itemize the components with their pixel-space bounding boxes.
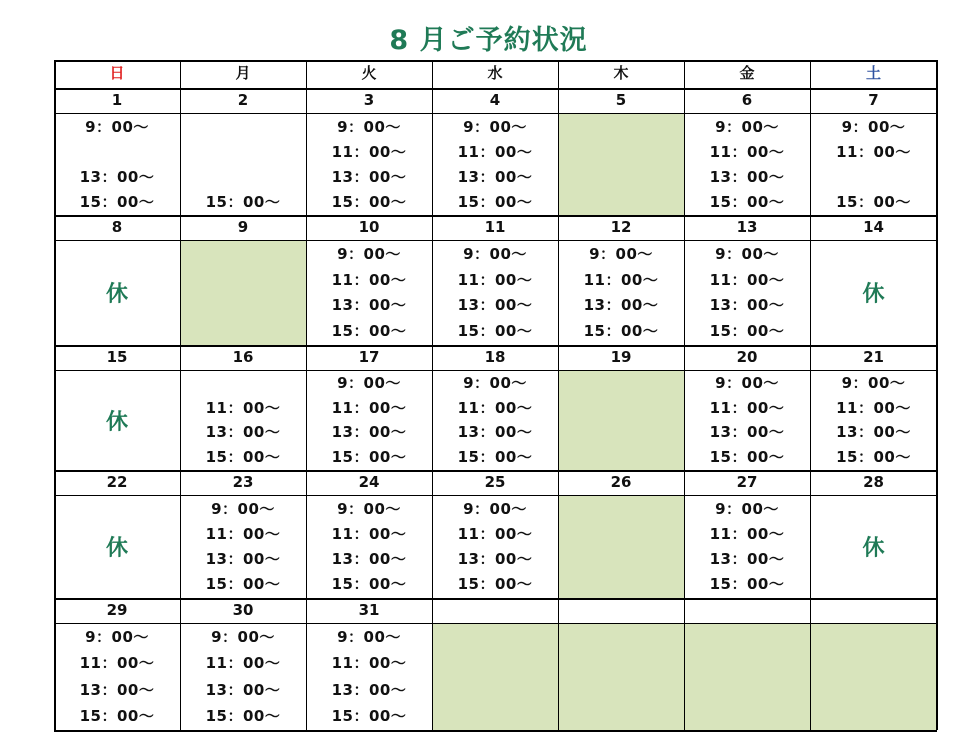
weekday-header: 火 bbox=[361, 64, 377, 82]
time-slot[interactable]: 11：00〜 bbox=[709, 524, 785, 543]
time-slot[interactable]: 13：00〜 bbox=[457, 296, 533, 315]
unavailable-cell bbox=[810, 623, 937, 730]
date-number: 2 bbox=[237, 91, 249, 109]
date-number bbox=[432, 598, 558, 623]
time-slot[interactable]: 13：00〜 bbox=[709, 167, 785, 186]
time-slot[interactable]: 9：00〜 bbox=[85, 117, 149, 136]
date-number: 29 bbox=[106, 601, 128, 619]
time-slot[interactable]: 13：00〜 bbox=[205, 423, 281, 442]
date-number: 14 bbox=[863, 218, 884, 236]
time-slot[interactable]: 9：00〜 bbox=[337, 374, 401, 393]
time-slot-cell bbox=[180, 495, 306, 598]
time-slot-cell bbox=[306, 370, 432, 470]
time-slot-cell bbox=[810, 113, 937, 215]
time-slot-cell bbox=[432, 240, 558, 345]
time-slot-cell bbox=[54, 623, 180, 730]
time-slot[interactable]: 15：00〜 bbox=[79, 192, 155, 211]
time-slot[interactable]: 15：00〜 bbox=[331, 447, 407, 466]
grid-line bbox=[54, 240, 937, 241]
unavailable-cell bbox=[180, 240, 306, 345]
weekday-header: 木 bbox=[613, 64, 629, 82]
time-slot[interactable]: 13：00〜 bbox=[836, 423, 911, 442]
page-title: 8 月ご予約状況 bbox=[389, 25, 588, 56]
date-number bbox=[558, 598, 684, 623]
time-slot[interactable]: 11：00〜 bbox=[205, 524, 281, 543]
date-number: 6 bbox=[741, 91, 753, 109]
date-number: 12 bbox=[610, 218, 632, 236]
time-slot[interactable]: 11：00〜 bbox=[331, 654, 407, 673]
time-slot[interactable]: 13：00〜 bbox=[709, 550, 785, 569]
time-slot-cell bbox=[432, 495, 558, 598]
unavailable-cell bbox=[558, 113, 684, 215]
time-slot-cell bbox=[180, 113, 306, 215]
time-slot[interactable]: 13：00〜 bbox=[457, 423, 533, 442]
date-number: 1 bbox=[111, 91, 123, 109]
time-slot[interactable]: 9：00〜 bbox=[337, 244, 401, 263]
time-slot[interactable]: 15：00〜 bbox=[457, 575, 533, 594]
time-slot[interactable]: 13：00〜 bbox=[331, 296, 407, 315]
time-slot[interactable]: 15：00〜 bbox=[836, 447, 911, 466]
time-slot-cell bbox=[306, 240, 432, 345]
time-slot-cell bbox=[684, 240, 810, 345]
time-slot[interactable]: 11：00〜 bbox=[457, 524, 533, 543]
time-slot[interactable]: 9：00〜 bbox=[463, 244, 527, 263]
date-number bbox=[684, 598, 810, 623]
closed-label: 休 bbox=[862, 536, 885, 561]
time-slot[interactable]: 15：00〜 bbox=[331, 322, 407, 341]
time-slot[interactable]: 15：00〜 bbox=[709, 447, 785, 466]
time-slot-cell bbox=[306, 623, 432, 730]
grid-line bbox=[432, 60, 433, 730]
time-slot[interactable]: 15：00〜 bbox=[457, 322, 533, 341]
time-slot[interactable]: 13：00〜 bbox=[331, 550, 407, 569]
time-slot[interactable]: 11：00〜 bbox=[709, 270, 785, 289]
date-number: 11 bbox=[484, 218, 506, 236]
time-slot-cell bbox=[306, 113, 432, 215]
time-slot[interactable]: 11：00〜 bbox=[331, 142, 407, 161]
time-slot[interactable]: 15：00〜 bbox=[457, 447, 533, 466]
time-slot[interactable]: 9：00〜 bbox=[463, 499, 527, 518]
time-slot[interactable]: 15：00〜 bbox=[331, 706, 407, 725]
time-slot-cell bbox=[810, 370, 937, 470]
closed-label: 休 bbox=[105, 409, 128, 435]
time-slot[interactable]: 15：00〜 bbox=[709, 322, 785, 341]
time-slot[interactable]: 9：00〜 bbox=[715, 244, 779, 263]
grid-line bbox=[180, 60, 181, 730]
time-slot[interactable]: 9：00〜 bbox=[715, 117, 779, 136]
reservation-calendar bbox=[54, 60, 937, 730]
time-slot-cell bbox=[180, 370, 306, 470]
date-number: 4 bbox=[489, 91, 501, 109]
grid-line bbox=[54, 623, 937, 624]
date-number: 16 bbox=[232, 348, 254, 366]
closed-day-cell bbox=[54, 240, 180, 345]
time-slot[interactable]: 11：00〜 bbox=[709, 398, 785, 417]
grid-line bbox=[54, 345, 937, 347]
date-number: 17 bbox=[358, 348, 380, 366]
time-slot[interactable]: 11：00〜 bbox=[79, 654, 155, 673]
time-slot[interactable]: 9：00〜 bbox=[841, 117, 906, 136]
date-number: 22 bbox=[106, 473, 128, 491]
time-slot[interactable]: 9：00〜 bbox=[337, 117, 401, 136]
time-slot[interactable]: 15：00〜 bbox=[205, 192, 281, 211]
time-slot[interactable]: 13：00〜 bbox=[331, 167, 407, 186]
weekday-header: 月 bbox=[235, 64, 251, 82]
date-number: 30 bbox=[232, 601, 254, 619]
time-slot[interactable]: 13：00〜 bbox=[205, 680, 281, 699]
time-slot[interactable]: 13：00〜 bbox=[205, 550, 281, 569]
date-number: 9 bbox=[237, 218, 249, 236]
time-slot[interactable]: 11：00〜 bbox=[836, 398, 911, 417]
date-number: 27 bbox=[736, 473, 758, 491]
grid-line bbox=[54, 370, 937, 371]
time-slot[interactable]: 15：00〜 bbox=[709, 575, 785, 594]
date-number: 21 bbox=[863, 348, 884, 366]
date-number: 10 bbox=[358, 218, 380, 236]
time-slot[interactable]: 13：00〜 bbox=[709, 423, 785, 442]
time-slot[interactable]: 11：00〜 bbox=[205, 654, 281, 673]
time-slot[interactable]: 15：00〜 bbox=[331, 192, 407, 211]
time-slot[interactable]: 11：00〜 bbox=[583, 270, 659, 289]
grid-line bbox=[54, 470, 937, 472]
time-slot-cell bbox=[684, 495, 810, 598]
closed-label: 休 bbox=[862, 282, 885, 307]
date-number: 19 bbox=[610, 348, 632, 366]
time-slot[interactable]: 11：00〜 bbox=[457, 270, 533, 289]
time-slot[interactable]: 15：00〜 bbox=[709, 192, 785, 211]
closed-day-cell bbox=[54, 495, 180, 598]
time-slot[interactable]: 13：00〜 bbox=[583, 296, 659, 315]
closed-day-cell bbox=[810, 495, 937, 598]
grid-line bbox=[54, 730, 937, 732]
grid-line bbox=[54, 113, 937, 114]
time-slot[interactable]: 11：00〜 bbox=[331, 270, 407, 289]
time-slot[interactable]: 9：00〜 bbox=[463, 374, 527, 393]
time-slot[interactable]: 9：00〜 bbox=[211, 499, 275, 518]
date-number: 8 bbox=[111, 218, 123, 236]
closed-label: 休 bbox=[105, 282, 128, 307]
grid-line bbox=[54, 495, 937, 496]
date-number: 7 bbox=[868, 91, 879, 109]
time-slot-cell bbox=[432, 370, 558, 470]
time-slot-cell bbox=[432, 113, 558, 215]
weekday-header: 土 bbox=[865, 64, 881, 82]
date-number: 24 bbox=[358, 473, 380, 491]
grid-line bbox=[936, 60, 938, 730]
grid-line bbox=[54, 598, 937, 600]
grid-line bbox=[558, 60, 559, 730]
unavailable-cell bbox=[684, 623, 810, 730]
date-number: 18 bbox=[484, 348, 506, 366]
time-slot-cell bbox=[180, 623, 306, 730]
grid-line bbox=[54, 88, 937, 90]
time-slot[interactable]: 15：00〜 bbox=[205, 447, 281, 466]
time-slot-cell bbox=[54, 113, 180, 215]
time-slot[interactable]: 15：00〜 bbox=[457, 192, 533, 211]
unavailable-cell bbox=[558, 495, 684, 598]
weekday-header: 水 bbox=[487, 64, 503, 82]
weekday-header: 金 bbox=[739, 64, 755, 82]
time-slot[interactable]: 13：00〜 bbox=[331, 423, 407, 442]
time-slot[interactable]: 13：00〜 bbox=[331, 680, 407, 699]
time-slot[interactable]: 11：00〜 bbox=[205, 398, 281, 417]
grid-line bbox=[810, 60, 811, 730]
time-slot[interactable]: 11：00〜 bbox=[331, 398, 407, 417]
time-slot-cell bbox=[684, 370, 810, 470]
unavailable-cell bbox=[558, 623, 684, 730]
time-slot[interactable]: 11：00〜 bbox=[836, 142, 911, 161]
time-slot[interactable]: 13：00〜 bbox=[709, 296, 785, 315]
date-number bbox=[810, 598, 937, 623]
time-slot[interactable]: 11：00〜 bbox=[331, 524, 407, 543]
grid-line bbox=[306, 60, 307, 730]
closed-label: 休 bbox=[105, 536, 128, 561]
date-number: 13 bbox=[736, 218, 758, 236]
time-slot[interactable]: 13：00〜 bbox=[457, 550, 533, 569]
closed-day-cell bbox=[54, 370, 180, 470]
time-slot[interactable]: 15：00〜 bbox=[583, 322, 659, 341]
time-slot[interactable]: 15：00〜 bbox=[205, 575, 281, 594]
grid-line bbox=[684, 60, 685, 730]
date-number: 25 bbox=[484, 473, 506, 491]
grid-line bbox=[54, 60, 937, 62]
time-slot[interactable]: 15：00〜 bbox=[79, 706, 155, 725]
time-slot[interactable]: 11：00〜 bbox=[457, 142, 533, 161]
time-slot[interactable]: 15：00〜 bbox=[205, 706, 281, 725]
time-slot[interactable]: 15：00〜 bbox=[331, 575, 407, 594]
unavailable-cell bbox=[432, 623, 558, 730]
weekday-header: 日 bbox=[109, 64, 125, 82]
time-slot-cell bbox=[684, 113, 810, 215]
time-slot[interactable]: 9：00〜 bbox=[337, 628, 401, 647]
time-slot[interactable]: 9：00〜 bbox=[463, 117, 527, 136]
grid-line bbox=[54, 60, 56, 730]
time-slot[interactable]: 9：00〜 bbox=[841, 374, 906, 393]
date-number: 15 bbox=[106, 348, 128, 366]
time-slot[interactable]: 9：00〜 bbox=[589, 244, 653, 263]
time-slot[interactable]: 13：00〜 bbox=[457, 167, 533, 186]
time-slot[interactable]: 11：00〜 bbox=[709, 142, 785, 161]
time-slot[interactable]: 9：00〜 bbox=[337, 499, 401, 518]
date-number: 3 bbox=[363, 91, 375, 109]
date-number: 28 bbox=[863, 473, 884, 491]
date-number: 5 bbox=[615, 91, 627, 109]
time-slot[interactable]: 13：00〜 bbox=[79, 167, 155, 186]
time-slot-cell bbox=[558, 240, 684, 345]
time-slot[interactable]: 11：00〜 bbox=[457, 398, 533, 417]
date-number: 31 bbox=[358, 601, 380, 619]
time-slot[interactable]: 15：00〜 bbox=[836, 192, 911, 211]
date-number: 23 bbox=[232, 473, 254, 491]
grid-line bbox=[54, 215, 937, 217]
time-slot[interactable]: 9：00〜 bbox=[715, 374, 779, 393]
time-slot-cell bbox=[306, 495, 432, 598]
date-number: 26 bbox=[610, 473, 632, 491]
time-slot[interactable]: 9：00〜 bbox=[85, 628, 149, 647]
time-slot[interactable]: 9：00〜 bbox=[715, 499, 779, 518]
date-number: 20 bbox=[736, 348, 758, 366]
closed-day-cell bbox=[810, 240, 937, 345]
time-slot[interactable]: 13：00〜 bbox=[79, 680, 155, 699]
time-slot[interactable]: 9：00〜 bbox=[211, 628, 275, 647]
unavailable-cell bbox=[558, 370, 684, 470]
